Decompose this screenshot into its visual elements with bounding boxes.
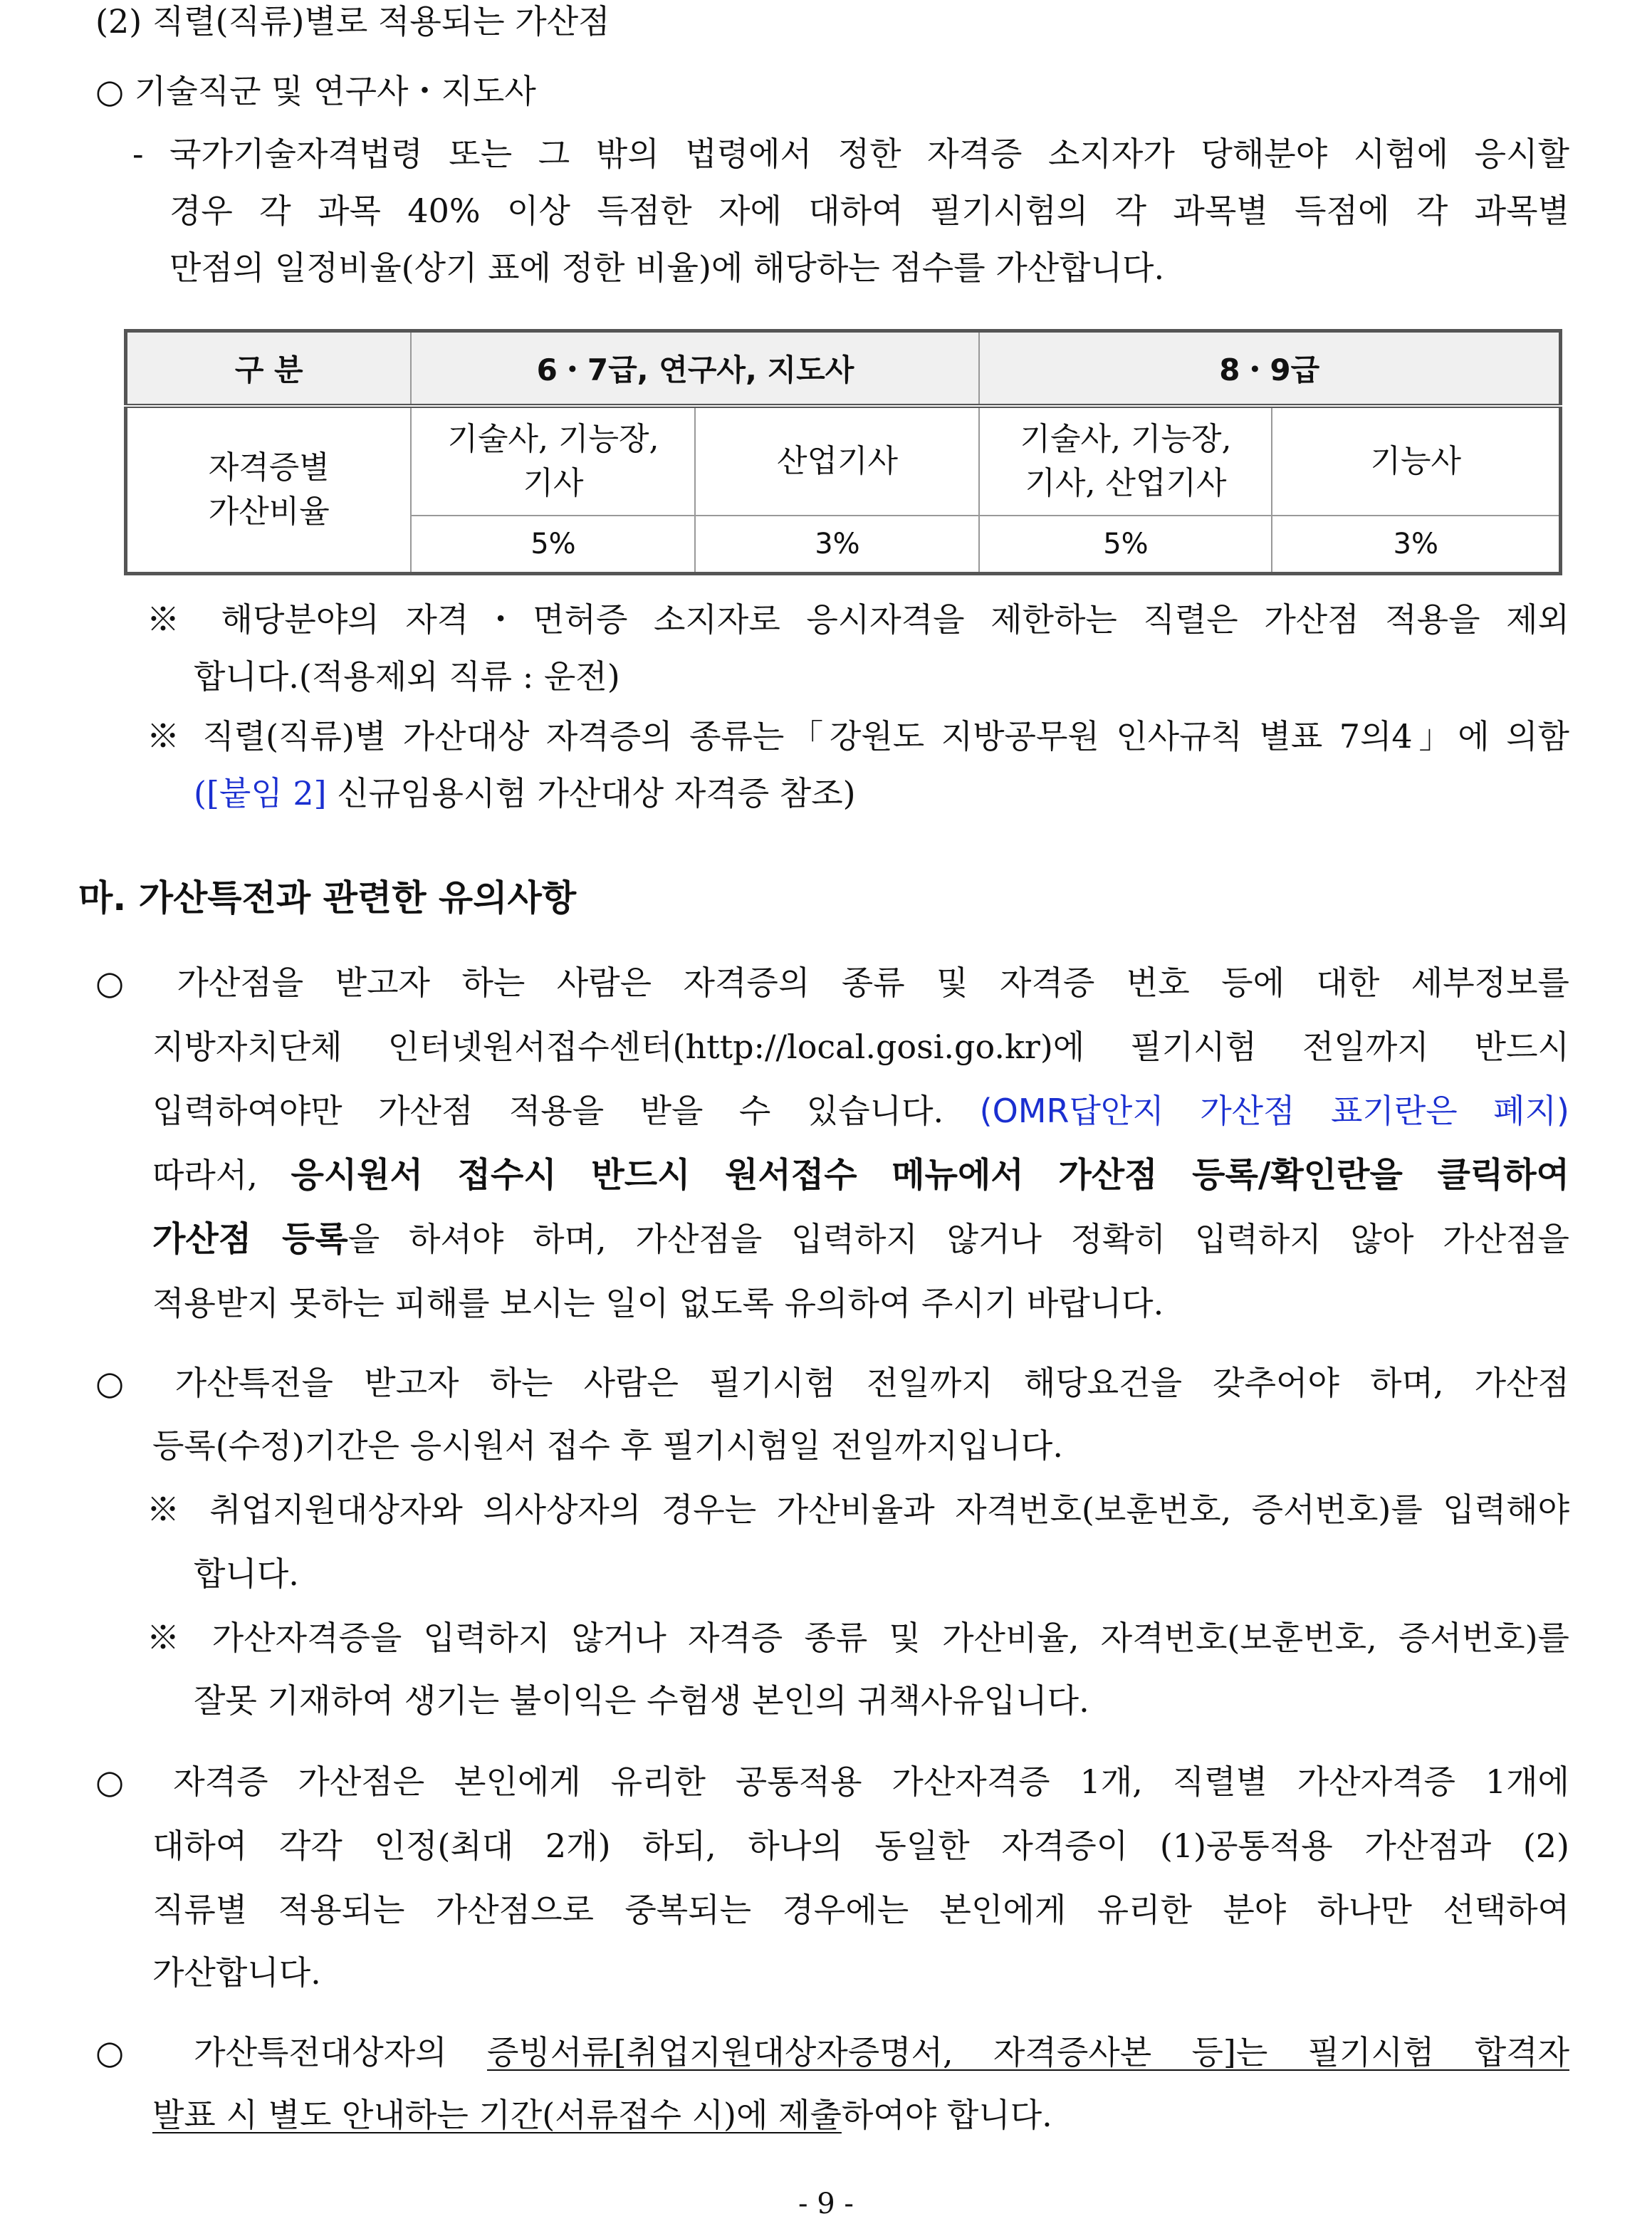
rate-cell: 3%	[1272, 516, 1560, 574]
note-2-rest: 신규임용시험 가산대상 자격증 참조)	[326, 774, 856, 813]
rate-cell: 3%	[695, 516, 979, 574]
rate-cell: 5%	[411, 516, 695, 574]
p2-note-1-line-1: ※ 취업지원대상자와 의사상자의 경우는 가산비율과 자격번호(보훈번호, 증서번호)를 입력해야	[147, 1490, 1569, 1529]
p1-line-5	[152, 1218, 1569, 1260]
p3-line-4: 가산합니다.	[152, 1953, 321, 1992]
rate-cell: 5%	[979, 516, 1272, 574]
cert-line: 산업기사	[776, 443, 898, 479]
section-title: 마. 가산특전과 관련한 유의사항	[78, 877, 577, 919]
p4-line-1-text: ○ 가산특전대상자의	[95, 2033, 487, 2072]
p3-line-1: ○ 자격증 가산점은 본인에게 유리한 공통적용 가산자격증 1개, 직렬별 가산자격증 1개에	[95, 1762, 1569, 1801]
row-label-line-1: 자격증별	[208, 449, 330, 486]
p2-note-2-line-1: ※ 가산자격증을 입력하지 않거나 자격증 종류 및 가산비율, 자격번호(보훈번호, 증서번호)를	[147, 1619, 1569, 1657]
cert-cell	[411, 406, 695, 516]
note-1-line-2: 합니다.(적용제외 직류 : 운전)	[194, 657, 620, 696]
documents-underlined: 증빙서류[취업지원대상자증명서, 자격증사본 등]는 필기시험 합격자	[486, 2033, 1569, 2072]
p4-line-2	[152, 2094, 1052, 2136]
p4-line-2-text: 하여야 합니다.	[841, 2096, 1052, 2134]
bullet-title: ○ 기술직군 및 연구사・지도사	[95, 72, 536, 110]
desc-line-3: 만점의 일정비율(상기 표에 정한 비율)에 해당하는 점수를 가산합니다.	[169, 249, 1165, 287]
attachment-ref: ([붙임 2]	[194, 774, 327, 813]
p1-line-4-text: 따라서,	[152, 1156, 291, 1194]
p1-line-1: ○ 가산점을 받고자 하는 사람은 자격증의 종류 및 자격증 번호 등에 대한 세부정보를	[95, 963, 1569, 1002]
p1-line-4	[152, 1154, 1569, 1196]
p2-note-2-line-2: 잘못 기재하여 생기는 불이익은 수험생 본인의 귀책사유입니다.	[194, 1681, 1089, 1720]
p1-line-3	[152, 1090, 1569, 1132]
header-grade-67: 6・7급, 연구사, 지도사	[411, 331, 979, 407]
desc-line-2: 경우 각 과목 40% 이상 득점한 자에 대하여 필기시험의 각 과목별 득점에 각 과목별	[169, 192, 1569, 230]
cert-line: 기사	[523, 465, 584, 501]
p2-line-2: 등록(수정)기간은 응시원서 접수 후 필기시험일 전일까지입니다.	[152, 1426, 1063, 1465]
cert-line: 기능사	[1370, 443, 1461, 479]
registration-emphasis: 응시원서 접수시 반드시 원서접수 메뉴에서 가산점 등록/확인란을 클릭하여	[291, 1155, 1569, 1195]
subsection-heading: (2) 직렬(직류)별로 적용되는 가산점	[95, 2, 610, 41]
row-label-line-2: 가산비율	[208, 493, 330, 530]
cert-cell	[695, 406, 979, 516]
header-division: 구 분	[126, 331, 412, 407]
header-grade-89: 8・9급	[979, 331, 1560, 407]
desc-line-1: - 국가기술자격법령 또는 그 밖의 법령에서 정한 자격증 소지자가 당해분야 시험에 응시할	[132, 135, 1569, 173]
cert-cell	[1272, 406, 1560, 516]
documents-underlined-2: 발표 시 별도 안내하는 기간(서류접수 시)에 제출	[152, 2096, 842, 2134]
cert-line: 기사, 산업기사	[1025, 465, 1227, 501]
bonus-rate-table	[124, 329, 1562, 575]
p1-line-3-text: 입력하여야만 가산점 적용을 받을 수 있습니다.	[152, 1092, 944, 1130]
cert-line: 기술사, 기능장,	[1020, 421, 1232, 457]
p1-line-6: 적용받지 못하는 피해를 보시는 일이 없도록 유의하여 주시기 바랍니다.	[152, 1284, 1164, 1322]
p3-line-3: 직류별 적용되는 가산점으로 중복되는 경우에는 본인에게 유리한 분야 하나만 선택하여	[152, 1891, 1569, 1929]
p3-line-2: 대하여 각각 인정(최대 2개) 하되, 하나의 동일한 자격증이 (1)공통적용 가산점과 (2)	[152, 1827, 1569, 1865]
note-1-line-1: ※ 해당분야의 자격・면허증 소지자로 응시자격을 제한하는 직렬은 가산점 적용을 제외	[147, 600, 1569, 639]
registration-emphasis-2: 가산점 등록	[152, 1219, 348, 1259]
row-label-cell	[126, 406, 412, 574]
page-number: - 9 -	[798, 2188, 854, 2220]
cert-cell	[979, 406, 1272, 516]
note-2-line-2	[194, 772, 856, 815]
note-2-line-1: ※ 직렬(직류)별 가산대상 자격증의 종류는「강원도 지방공무원 인사규칙 별표 7의4」에 의함	[147, 717, 1569, 756]
p4-line-1	[95, 2031, 1569, 2074]
omr-notice: (OMR답안지 가산점 표기란은 폐지)	[979, 1092, 1569, 1130]
p2-note-1-line-2: 합니다.	[194, 1555, 299, 1593]
p1-line-2: 지방자치단체 인터넷원서접수센터(http://local.gosi.go.kr)에 필기시험 전일까지 반드시	[152, 1028, 1569, 1066]
p1-line-5-text: 을 하셔야 하며, 가산점을 입력하지 않거나 정확히 입력하지 않아 가산점을	[347, 1220, 1569, 1258]
cert-line: 기술사, 기능장,	[447, 421, 659, 457]
p2-line-1: ○ 가산특전을 받고자 하는 사람은 필기시험 전일까지 해당요건을 갖추어야 하며, 가산점	[95, 1364, 1569, 1402]
